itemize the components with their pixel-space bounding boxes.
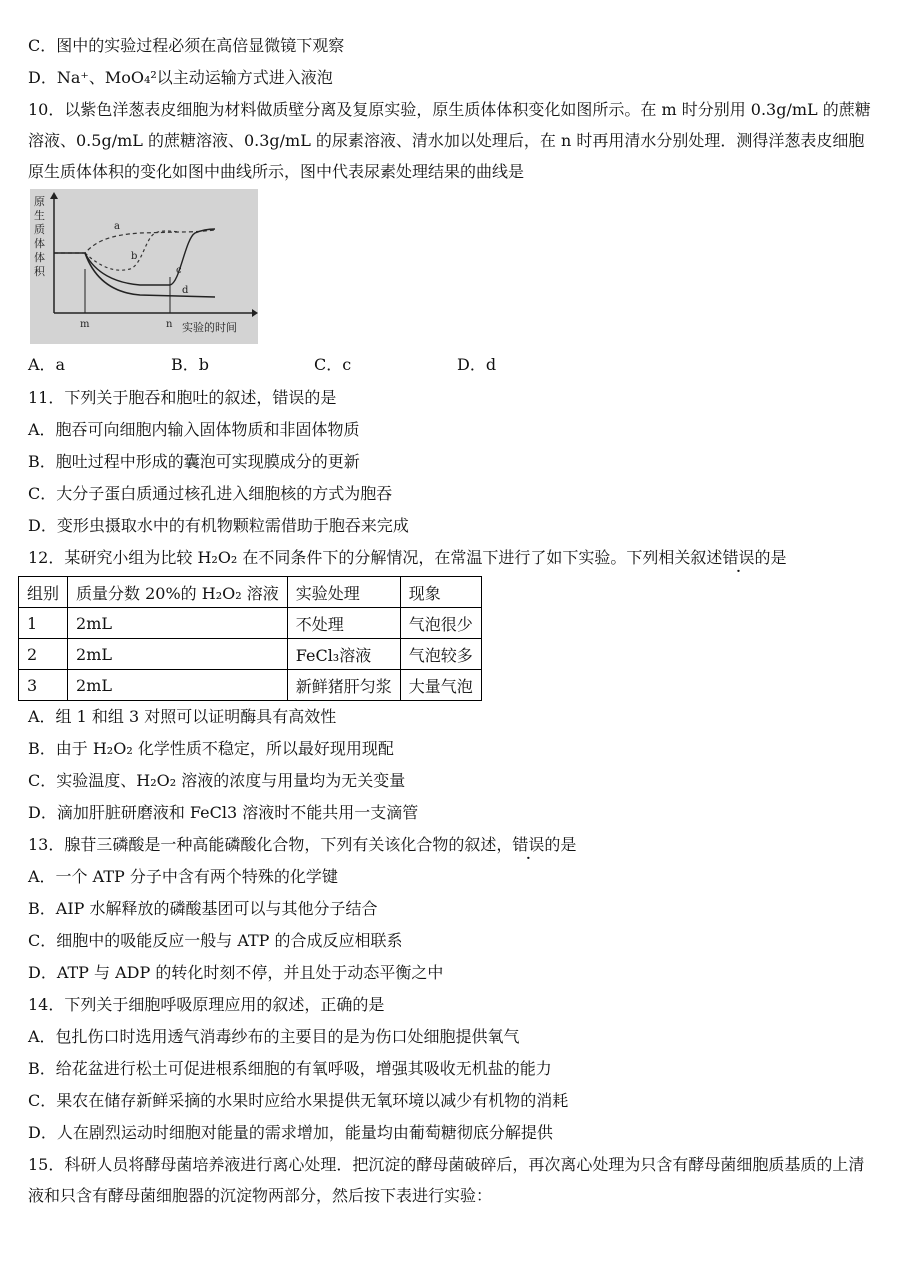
q13-option-c[interactable]: C．细胞中的吸能反应一般与 ATP 的合成反应相联系 [28,931,403,950]
q12-stem-emphasis: 错误 [722,548,755,567]
q12-stem-pre: 12．某研究小组为比较 H₂O₂ 在不同条件下的分解情况，在常温下进行了如下实验。下列相关叙述 [28,548,723,567]
table-row [19,670,482,701]
table-cell: FeCl₃溶液 [287,639,400,670]
q13-stem-pre: 13．腺苷三磷酸是一种高能磷酸化合物，下列有关该化合物的叙述， [28,835,513,854]
q14-option-d[interactable]: D．人在剧烈运动时细胞对能量的需求增加，能量均由葡萄糖彻底分解提供 [28,1123,553,1142]
curve-c-label: c [176,265,182,276]
table-cell: 2 [19,639,68,670]
table-cell: 气泡较多 [400,639,481,670]
q13-option-b[interactable]: B．AIP 水解释放的磷酸基团可以与其他分子结合 [28,899,378,918]
table-cell: 2mL [68,670,288,701]
q13-option-a[interactable]: A．一个 ATP 分子中含有两个特殊的化学键 [28,867,338,886]
table-row [19,608,482,639]
q14-option-c[interactable]: C．果农在储存新鲜采摘的水果时应给水果提供无氧环境以减少有机物的消耗 [28,1091,569,1110]
y-axis-label: 原生质体体积 [34,195,45,278]
table-header-cell: 现象 [400,577,481,608]
q12-option-a[interactable]: A．组 1 和组 3 对照可以证明酶具有高效性 [28,707,337,726]
q9-option-c: C．图中的实验过程必须在高倍显微镜下观察 [28,36,345,55]
q14-option-b[interactable]: B．给花盆进行松土可促进根系细胞的有氧呼吸，增强其吸收无机盐的能力 [28,1059,552,1078]
x-axis-label: 实验的时间 [182,321,237,334]
q12-option-b[interactable]: B．由于 H₂O₂ 化学性质不稳定，所以最好现用现配 [28,739,394,758]
q12-stem-post: 的是 [754,548,787,567]
q11-option-b[interactable]: B．胞吐过程中形成的囊泡可实现膜成分的更新 [28,452,360,471]
curve-b-label: b [131,251,138,262]
q12-option-c[interactable]: C．实验温度、H₂O₂ 溶液的浓度与用量均为无关变量 [28,771,406,790]
q10-stem: 10．以紫色洋葱表皮细胞为材料做质壁分离及复原实验，原生质体体积变化如图所示。在 m 时分别用 0.3g/mL 的蔗糖溶液、0.5g/mL 的蔗糖溶液、0.3g/mL 的尿素溶液、清水加以处理后，在 n 时再用清水分别处理．测得洋葱表皮细胞原生质体体积的变化如图中曲线所示，图中代表尿素处理结果的曲线是 [28,100,871,181]
q13-option-d[interactable]: D．ATP 与 ADP 的转化时刻不停，并且处于动态平衡之中 [28,963,444,982]
n-label: n [166,319,173,330]
table-cell: 3 [19,670,68,701]
table-cell: 大量气泡 [400,670,481,701]
q14-stem: 14．下列关于细胞呼吸原理应用的叙述，正确的是 [28,995,385,1014]
curve-c [85,229,215,285]
q10-option-c[interactable]: C．c [314,355,352,374]
table-header-cell: 组别 [19,577,68,608]
q10-option-b[interactable]: B．b [171,355,210,374]
table-cell: 1 [19,608,68,639]
q11-stem: 11．下列关于胞吞和胞吐的叙述，错误的是 [28,388,337,407]
q9-option-d: D．Na⁺、MoO₄²以主动运输方式进入液泡 [28,68,333,87]
q13-stem-post: 的是 [544,835,577,854]
q12-option-d[interactable]: D．滴加肝脏研磨液和 FeCl3 溶液时不能共用一支滴管 [28,803,419,822]
table-cell: 新鲜猪肝匀浆 [287,670,400,701]
q12-table [18,576,482,701]
q10-options [28,348,878,382]
q11-option-a[interactable]: A．胞吞可向细胞内输入固体物质和非固体物质 [28,420,360,439]
table-row [19,639,482,670]
q10-figure [30,189,258,344]
table-cell: 不处理 [287,608,400,639]
curve-a [54,230,215,253]
q12-stem [28,542,878,574]
x-axis-arrow [252,309,258,317]
m-label: m [80,319,90,330]
q10-option-a[interactable]: A．a [28,355,66,374]
q10-option-d[interactable]: D．d [457,355,497,374]
table-cell: 气泡很少 [400,608,481,639]
curve-d-label: d [182,285,189,296]
curve-a-label: a [114,221,120,232]
q13-stem [28,829,878,861]
table-cell: 2mL [68,639,288,670]
table-header-row [19,577,482,608]
q11-option-d[interactable]: D．变形虫摄取水中的有机物颗粒需借助于胞吞来完成 [28,516,409,535]
table-header-cell: 质量分数 20%的 H₂O₂ 溶液 [68,577,288,608]
table-header-cell: 实验处理 [287,577,400,608]
q13-stem-emphasis: 错误 [512,835,545,854]
q11-option-c[interactable]: C．大分子蛋白质通过核孔进入细胞核的方式为胞吞 [28,484,393,503]
q14-option-a[interactable]: A．包扎伤口时选用透气消毒纱布的主要目的是为伤口处细胞提供氧气 [28,1027,520,1046]
q15-stem: 15．科研人员将酵母菌培养液进行离心处理．把沉淀的酵母菌破碎后，再次离心处理为只含有酵母菌细胞质基质的上清液和只含有酵母菌细胞器的沉淀物两部分，然后按下表进行实验： [28,1155,865,1205]
y-axis-arrow [50,192,58,199]
exam-page [28,30,878,1211]
volume-curve-graph [30,189,258,344]
table-cell: 2mL [68,608,288,639]
